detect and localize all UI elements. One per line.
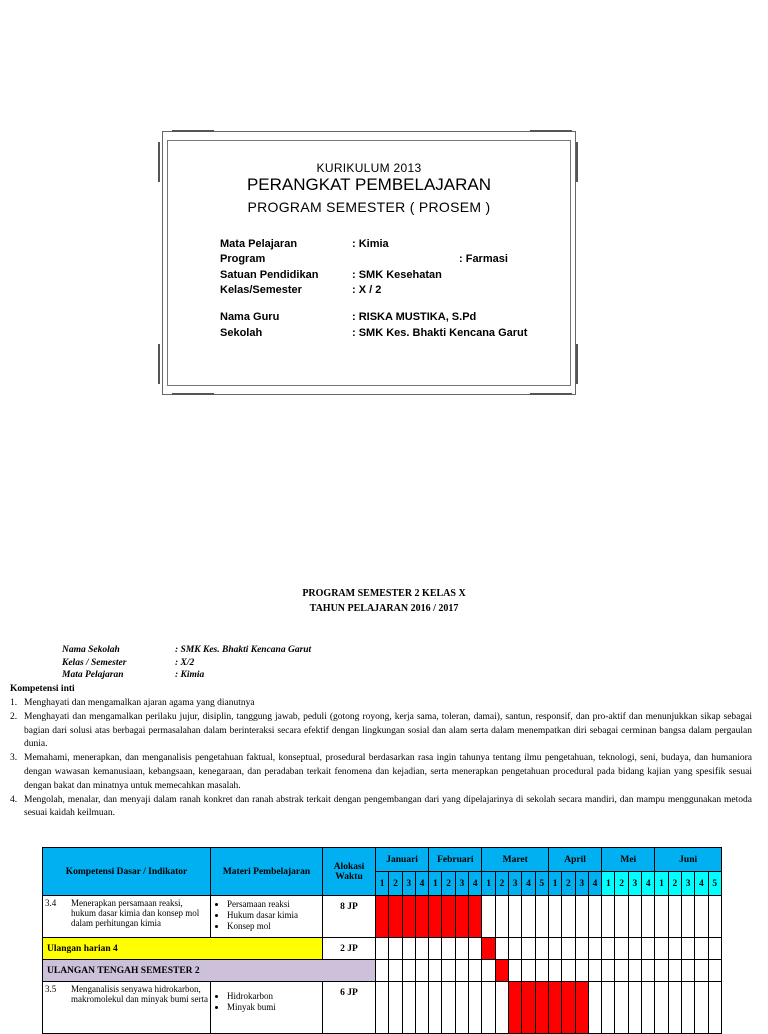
week-header: 4 [695,872,708,896]
week-cell [681,896,694,938]
week-cell [602,938,615,960]
kd-text: Menerapkan persamaan reaksi, hukum dasar kimia dan konsep mol dalam perhitungan kimia [71,898,200,928]
week-cell [548,938,561,960]
week-header: 1 [482,872,495,896]
week-cell [655,896,668,938]
week-cell [575,960,588,982]
week-cell [469,960,482,982]
week-cell [668,896,681,938]
week-cell-scheduled [376,896,389,938]
week-cell-scheduled [455,896,468,938]
week-cell [376,938,389,960]
week-header: 1 [602,872,615,896]
header-row-months [43,848,722,872]
week-header: 3 [681,872,694,896]
week-cell [429,960,442,982]
ki-number: 3. [10,753,18,764]
week-cell [442,960,455,982]
info-label: Kelas / Semester [62,658,127,668]
ki-item [10,794,752,822]
week-cell [575,938,588,960]
cover-field-value: : SMK Kesehatan [352,269,442,281]
week-cell [402,982,415,1034]
ki-list [10,697,752,821]
week-cell [522,938,535,960]
corner-mark [576,344,578,384]
week-cell [602,960,615,982]
cover-field-value: : X / 2 [352,284,382,296]
week-header: 3 [509,872,522,896]
week-cell [469,982,482,1034]
cover-kurikulum: KURIKULUM 2013 [316,161,422,175]
program-year: TAHUN PELAJARAN 2016 / 2017 [309,603,459,614]
header-month: April [548,848,601,872]
week-header: 3 [455,872,468,896]
ki-text: Memahami, menerapkan, dan menganalisis pengetahuan faktual, konseptual, prosedural berdasarkan rasa ingin tahunya tentang ilmu pengetahuan, teknologi, seni, budaya, dan humaniora dengan wawasan kemanusiaan, kebangsaan, kenegaraan, dan peradaban terkait fenomena dan kejadian, serta menerapkan pengetahuan procedural pada bidang kajian yang spesifik sesuai dengan bakat dan minatnya untuk memecahkan masalah. [24,753,752,791]
week-cell [615,896,628,938]
week-cell-scheduled [562,982,575,1034]
week-cell [482,896,495,938]
week-header: 2 [442,872,455,896]
week-cell [681,982,694,1034]
header-month: Mei [602,848,655,872]
table-row [43,960,722,982]
week-cell-scheduled [535,982,548,1034]
week-cell [668,982,681,1034]
week-cell [442,938,455,960]
week-cell [708,938,721,960]
week-cell-scheduled [389,896,402,938]
week-cell [602,982,615,1034]
ki-number: 4. [10,794,18,805]
week-cell [535,896,548,938]
week-cell [402,938,415,960]
week-cell [562,896,575,938]
kd-cell [43,982,211,1034]
week-cell [575,896,588,938]
cover-field-value: : Farmasi [459,253,508,265]
info-label: Mata Pelajaran [62,670,124,680]
week-cell-scheduled [429,896,442,938]
kd-number: 3.4 [45,898,57,908]
alokasi-cell: 8 JP [323,896,376,938]
week-header: 3 [628,872,641,896]
week-header: 4 [642,872,655,896]
cover-field-value: : SMK Kes. Bhakti Kencana Garut [352,327,528,339]
header-month: Januari [376,848,429,872]
week-cell [655,960,668,982]
info-value: : X/2 [175,658,195,668]
header-alokasi: Alokasi Waktu [323,848,376,896]
week-header: 1 [655,872,668,896]
schedule-table [42,847,722,1034]
week-cell [495,938,508,960]
corner-mark [530,393,572,395]
week-cell [495,982,508,1034]
week-cell [415,938,428,960]
corner-mark [172,393,214,395]
week-cell [655,938,668,960]
week-cell [642,938,655,960]
week-cell-scheduled [522,982,535,1034]
ki-item [10,697,752,711]
materi-item: • Minyak bumi [227,1002,320,1013]
week-cell [376,960,389,982]
week-cell [402,960,415,982]
header-materi: Materi Pembelajaran [211,848,323,896]
week-cell [548,960,561,982]
week-cell [548,896,561,938]
week-cell [495,896,508,938]
week-header: 2 [389,872,402,896]
week-cell [415,982,428,1034]
week-cell-scheduled [509,982,522,1034]
week-cell-scheduled [442,896,455,938]
cover-field-label: Kelas/Semester [220,284,302,296]
corner-mark [576,142,578,182]
info-value: : Kimia [175,670,205,680]
table-row [43,938,722,960]
ulangan-harian-label: Ulangan harian 4 [43,938,323,960]
week-cell [455,982,468,1034]
ki-number: 2. [10,711,18,722]
cover-field-value: : RISKA MUSTIKA, S.Pd [352,311,477,323]
week-cell [389,938,402,960]
ki-heading: Kompetensi inti [10,684,75,694]
cover-field-label: Sekolah [220,327,263,339]
week-cell [429,938,442,960]
ki-text: Menghayati dan mengamalkan perilaku jujur, disiplin, tanggung jawab, peduli (gotong royong, kerja sama, toleran, damai), santun, responsif, dan pro-aktif dan menunjukkan sikap sebagai bagian dari solusi atas berbagai permasalahan dalam berinteraksi secara efektif dengan lingkungan sosial dan alam serta dalam menempatkan diri sebagai cerminan bangsa dalam pergaulan dunia. [24,711,752,750]
table-row [43,982,722,1034]
week-cell [628,982,641,1034]
week-header: 4 [588,872,601,896]
week-cell [668,960,681,982]
week-cell [708,896,721,938]
week-cell [708,960,721,982]
week-header: 4 [522,872,535,896]
materi-item: • Hukum dasar kimia [227,910,320,921]
cover-field-label: Satuan Pendidikan [220,269,319,281]
info-value: : SMK Kes. Bhakti Kencana Garut [175,645,312,655]
ki-number: 1. [10,698,18,708]
week-header: 4 [469,872,482,896]
week-header: 2 [615,872,628,896]
header-kd: Kompetensi Dasar / Indikator [43,848,211,896]
program-title: PROGRAM SEMESTER 2 KELAS X [302,588,466,599]
week-header: 3 [575,872,588,896]
week-cell [642,960,655,982]
ki-text: Menghayati dan mengamalkan ajaran agama yang dianutnya [24,698,255,708]
week-cell [602,896,615,938]
week-cell [535,960,548,982]
week-cell [535,938,548,960]
materi-cell [211,982,323,1034]
kd-text: Menganalisis senyawa hidrokarbon, makromolekul dan minyak bumi serta [71,984,208,1004]
week-cell [695,896,708,938]
week-header: 3 [402,872,415,896]
week-cell [389,960,402,982]
week-cell [642,896,655,938]
ki-item [10,711,752,752]
week-header: 1 [548,872,561,896]
week-header: 2 [668,872,681,896]
week-cell [628,960,641,982]
ki-item [10,752,752,793]
alokasi-cell: 2 JP [323,938,376,960]
week-cell [588,896,601,938]
week-cell [708,982,721,1034]
corner-mark [172,130,214,132]
materi-item: • Persamaan reaksi [227,899,320,910]
materi-item: • Konsep mol [227,921,320,932]
info-label: Nama Sekolah [62,645,120,655]
cover-field-label: Mata Pelajaran [220,238,298,250]
week-cell [522,896,535,938]
week-cell [615,982,628,1034]
week-cell [455,938,468,960]
header-month: Februari [429,848,482,872]
header-month: Juni [655,848,722,872]
cover-field-label: Program [220,253,266,265]
week-cell [469,938,482,960]
week-cell-scheduled [469,896,482,938]
week-cell [695,938,708,960]
week-cell-scheduled [548,982,561,1034]
cover-subtitle: PROGRAM SEMESTER ( PROSEM ) [247,199,491,215]
cover-title: PERANGKAT PEMBELAJARAN [246,175,492,194]
week-cell [588,982,601,1034]
week-cell [455,960,468,982]
week-header: 2 [562,872,575,896]
ki-text: Mengolah, menalar, dan menyaji dalam ranah konkret dan ranah abstrak terkait dengan pengembangan dari yang dipelajarinya di sekolah secara mandiri, dan mampu menggunakan metoda sesuai kaidah keilmuan. [24,794,752,819]
kd-number: 3.5 [45,984,57,994]
week-cell [509,938,522,960]
week-cell [681,938,694,960]
week-cell-scheduled [415,896,428,938]
week-header: 1 [376,872,389,896]
week-cell [482,982,495,1034]
materi-item: • Hidrokarbon [227,991,320,1002]
week-header: 2 [495,872,508,896]
week-cell [482,960,495,982]
week-cell [509,960,522,982]
week-header: 4 [415,872,428,896]
alokasi-cell: 6 JP [323,982,376,1034]
week-cell-scheduled [575,982,588,1034]
week-cell [415,960,428,982]
week-cell [562,960,575,982]
week-cell [615,960,628,982]
week-cell [628,896,641,938]
corner-mark [158,142,160,182]
week-header: 5 [535,872,548,896]
week-cell [522,960,535,982]
week-header: 1 [429,872,442,896]
week-cell [588,960,601,982]
cover-field-value: : Kimia [352,238,389,250]
corner-mark [158,344,160,384]
week-cell-scheduled [495,960,508,982]
table-row [43,896,722,938]
week-cell-scheduled [482,938,495,960]
week-cell [442,982,455,1034]
uts-label: ULANGAN TENGAH SEMESTER 2 [43,960,376,982]
week-cell [429,982,442,1034]
corner-mark [530,130,572,132]
week-cell [588,938,601,960]
week-cell [642,982,655,1034]
week-cell [376,982,389,1034]
week-cell [655,982,668,1034]
kd-cell [43,896,211,938]
cover-field-label: Nama Guru [220,311,280,323]
week-cell [389,982,402,1034]
week-cell [509,896,522,938]
week-cell [628,938,641,960]
week-cell-scheduled [402,896,415,938]
week-cell [681,960,694,982]
week-header: 5 [708,872,721,896]
week-cell [695,982,708,1034]
materi-cell [211,896,323,938]
week-cell [615,938,628,960]
week-cell [695,960,708,982]
header-month: Maret [482,848,549,872]
week-cell [668,938,681,960]
week-cell [562,938,575,960]
